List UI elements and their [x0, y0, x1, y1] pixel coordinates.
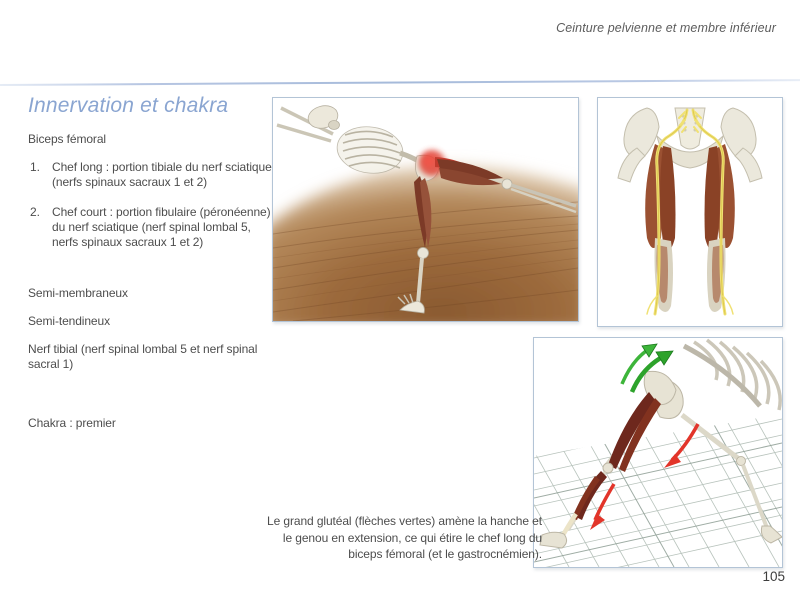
related-muscle: Semi-tendineux	[28, 314, 110, 328]
page-number: 105	[762, 569, 785, 584]
list-text: Chef court : portion fibulaire (péronéenne) du nerf sciatique (nerf spinal lombal 5, nerfs spinaux sacraux 1 et 2)	[52, 205, 271, 249]
section-title: Innervation et chakra	[28, 94, 229, 117]
stretch-illustration	[534, 338, 782, 567]
figure-hamstrings-nerves	[597, 97, 783, 327]
figure-leg-stretch-arrows	[533, 337, 783, 568]
list-item	[28, 205, 282, 250]
list-number: 2.	[30, 205, 40, 219]
related-muscle: Semi-membraneux	[28, 286, 128, 300]
nerve-note: Nerf tibial (nerf spinal lombal 5 et nerf spinal sacral 1)	[28, 342, 258, 371]
pose-illustration	[273, 98, 578, 321]
list-number: 1.	[30, 160, 40, 174]
header-rule	[0, 79, 800, 86]
muscle-name: Biceps fémoral	[28, 132, 106, 146]
list-text: Chef long : portion tibiale du nerf sciatique (nerfs spinaux sacraux 1 et 2)	[52, 160, 272, 189]
figure-caption: Le grand glutéal (flèches vertes) amène la hanche et le genou en extension, ce qui étire le chef long du biceps fémoral (et le gastrocnémien).	[267, 514, 542, 561]
hamstring-illustration	[598, 98, 782, 326]
list-item	[28, 160, 282, 190]
chakra-note: Chakra : premier	[28, 416, 116, 430]
running-head: Ceinture pelvienne et membre inférieur	[556, 21, 776, 35]
figure-pose-hip-extension	[272, 97, 579, 322]
